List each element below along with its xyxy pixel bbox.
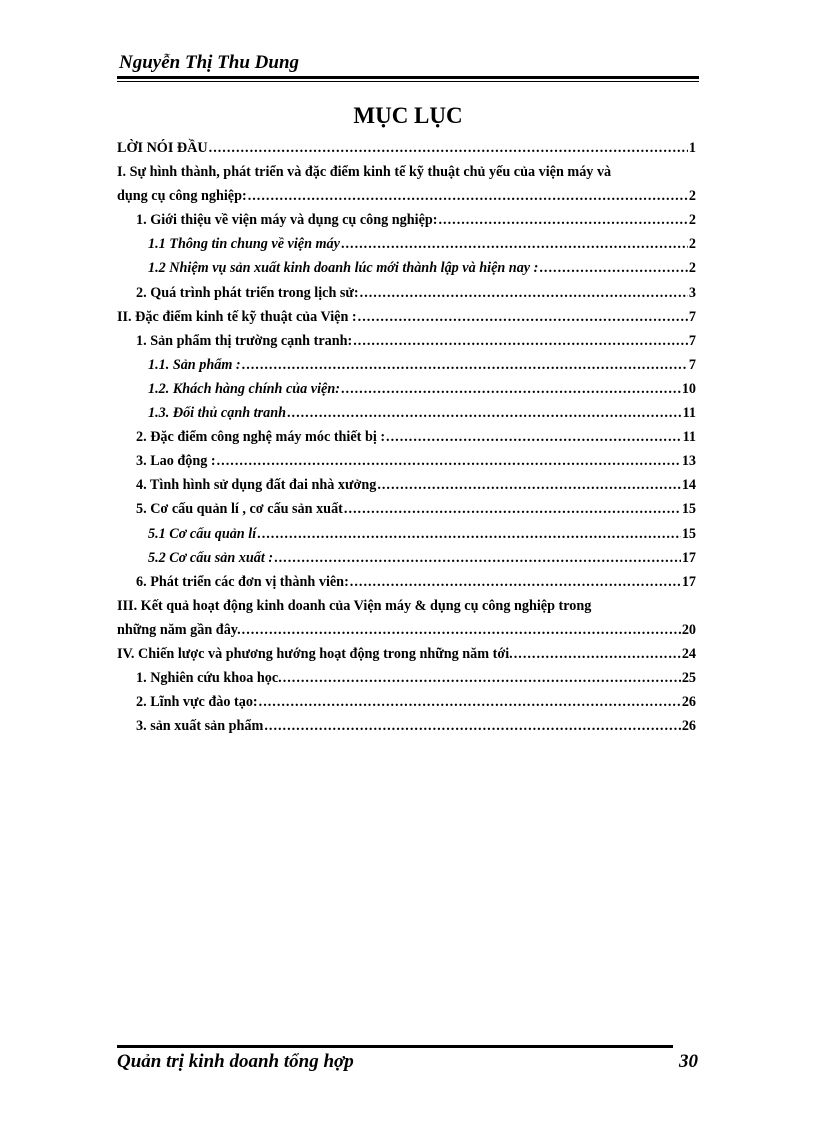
toc-entry-text: 1.3. Đối thủ cạnh tranh (148, 405, 286, 422)
toc-entry-page: 15 (681, 501, 696, 518)
toc-entry[interactable] (117, 666, 696, 690)
toc-entry[interactable] (117, 281, 696, 305)
toc-entry-page: 7 (688, 332, 696, 349)
toc-entry[interactable] (117, 377, 696, 401)
toc-entry-page: 14 (681, 477, 696, 494)
toc-entry-text: 1. Sản phẩm thị trường cạnh tranh: (136, 332, 353, 349)
toc-entry-page: 26 (681, 694, 696, 711)
toc-entry-text: IV. Chiến lược và phương hướng hoạt động trong những năm tới. (117, 645, 513, 662)
toc-entry[interactable] (117, 136, 696, 160)
toc-leader-dots (439, 208, 688, 232)
toc-entry[interactable] (117, 425, 696, 449)
toc-entry-text: 3. Lao động : (136, 453, 216, 470)
toc-entry-text: những năm gần đây. (117, 621, 241, 638)
toc-leader-dots (514, 642, 681, 666)
toc-entry-page: 26 (681, 718, 696, 735)
toc-entry[interactable] (117, 329, 696, 353)
toc-entry-text: LỜI NÓI ĐẦU (117, 140, 208, 156)
toc-entry-page: 10 (681, 380, 696, 397)
toc-entry-text: 1. Nghiên cứu khoa học. (136, 670, 282, 687)
toc-leader-dots (386, 425, 682, 449)
toc-entry-page: 17 (681, 549, 696, 566)
header-author: Nguyễn Thị Thu Dung (119, 52, 300, 73)
toc-entry-page: 11 (682, 429, 696, 446)
footer-rule (117, 1045, 673, 1048)
toc-entry[interactable] (117, 714, 696, 738)
toc-entry-page: 11 (682, 405, 696, 422)
toc-leader-dots (539, 256, 688, 280)
toc-leader-dots (242, 618, 681, 642)
toc-entry-page: 2 (688, 212, 696, 229)
toc-title: MỤC LỤC (353, 103, 463, 128)
toc-entry[interactable] (117, 160, 696, 184)
toc-entry[interactable] (117, 522, 696, 546)
toc-entry-page: 2 (688, 188, 696, 205)
toc-entry[interactable] (117, 184, 696, 208)
toc-leader-dots (257, 522, 681, 546)
toc-leader-dots (209, 136, 688, 160)
toc-entry[interactable] (117, 256, 696, 280)
toc-entry[interactable] (117, 353, 696, 377)
toc-entry-text: 2. Lĩnh vực đào tạo: (136, 694, 258, 711)
toc-entry-text: 5.1 Cơ cấu quản lí (148, 525, 257, 542)
toc-leader-dots (242, 353, 688, 377)
toc-entry-text: 2. Quá trình phát triển trong lịch sử: (136, 284, 359, 301)
toc-entry-page: 7 (688, 356, 696, 373)
toc-leader-dots (264, 714, 680, 738)
toc-entry-text: 4. Tình hình sử dụng đất đai nhà xưởng (136, 477, 377, 494)
toc-leader-dots (283, 666, 681, 690)
toc-entry-text: 6. Phát triển các đơn vị thành viên: (136, 573, 349, 590)
toc-entry-text: 1.2. Khách hàng chính của viện: (148, 380, 340, 397)
toc-entry-page: 17 (681, 573, 696, 590)
toc-entry[interactable] (117, 232, 696, 256)
toc-entry-text: 5. Cơ cấu quản lí , cơ cấu sản xuất (136, 501, 343, 518)
toc-leader-dots (360, 281, 688, 305)
page-number: 30 (679, 1051, 698, 1072)
toc-entry-page: 24 (681, 645, 696, 662)
toc-entry-text: III. Kết quả hoạt động kinh doanh của Viện máy & dụng cụ công nghiệp trong (117, 597, 592, 614)
toc-entry-page: 20 (681, 621, 696, 638)
toc-entry[interactable] (117, 208, 696, 232)
toc-entry[interactable] (117, 473, 696, 497)
toc-entry-text: 5.2 Cơ cấu sản xuất : (148, 549, 274, 566)
toc-entry-page: 2 (688, 260, 696, 277)
toc-entry[interactable] (117, 401, 696, 425)
toc-entry-text: dụng cụ công nghiệp: (117, 188, 247, 205)
toc-entry-page: 15 (681, 525, 696, 542)
toc-leader-dots (287, 401, 682, 425)
toc-entry[interactable] (117, 690, 696, 714)
toc-entry-page: 1 (688, 140, 696, 156)
toc-entry[interactable] (117, 449, 696, 473)
toc-entry-page: 3 (688, 284, 696, 301)
toc-leader-dots (377, 473, 680, 497)
toc-leader-dots (248, 184, 688, 208)
toc-leader-dots (341, 232, 688, 256)
toc-entry-page: 13 (681, 453, 696, 470)
toc-entry-text: II. Đặc điểm kinh tế kỹ thuật của Viện : (117, 308, 357, 325)
toc-entry[interactable] (117, 642, 696, 666)
footer-subject: Quản trị kinh doanh tổng hợp (117, 1051, 354, 1072)
toc-entry-text: 1.1 Thông tin chung về viện máy (148, 236, 340, 253)
toc-entry[interactable] (117, 570, 696, 594)
toc-entry-page: 7 (688, 308, 696, 325)
header-rule-thin (117, 81, 699, 82)
toc-entry-page: 25 (681, 670, 696, 687)
toc-entry-text: 1.2 Nhiệm vụ sản xuất kinh doanh lúc mới thành lập và hiện nay : (148, 260, 539, 277)
toc-leader-dots (358, 305, 688, 329)
toc-leader-dots (259, 690, 681, 714)
toc-leader-dots (341, 377, 681, 401)
toc-entry[interactable] (117, 497, 696, 521)
toc-entry[interactable] (117, 594, 696, 618)
toc-entry-text: 2. Đặc điểm công nghệ máy móc thiết bị : (136, 429, 386, 446)
toc-leader-dots (217, 449, 681, 473)
toc-entry[interactable] (117, 618, 696, 642)
toc-leader-dots (344, 497, 681, 521)
toc-entry-text: 1.1. Sản phẩm : (148, 356, 241, 373)
toc-entry-text: 1. Giới thiệu về viện máy và dụng cụ công nghiệp: (136, 212, 438, 229)
toc-entry-page: 2 (688, 236, 696, 253)
toc-leader-dots (350, 570, 681, 594)
toc-entry[interactable] (117, 305, 696, 329)
toc-leader-dots (274, 546, 681, 570)
toc-entry[interactable] (117, 546, 696, 570)
toc-entry-text: 3. sản xuất sản phẩm (136, 718, 264, 735)
table-of-contents (117, 136, 696, 738)
header-rule (117, 76, 699, 79)
toc-leader-dots (353, 329, 688, 353)
toc-entry-text: I. Sự hình thành, phát triển và đặc điểm kinh tế kỹ thuật chủ yếu của viện máy và (117, 164, 612, 181)
